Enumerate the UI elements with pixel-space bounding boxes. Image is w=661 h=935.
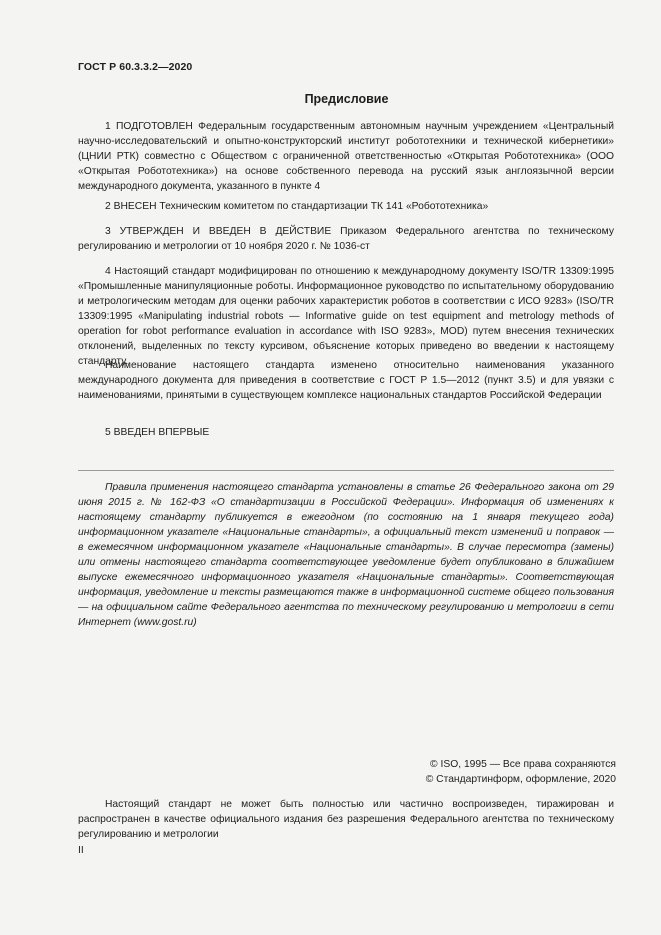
- paragraph-introduced: 5 ВВЕДЕН ВПЕРВЫЕ: [105, 427, 210, 438]
- document-header: ГОСТ Р 60.3.3.2—2020: [78, 61, 193, 73]
- reproduction-notice: Настоящий стандарт не может быть полностью или частично воспроизведен, тиражирован и распространен в качестве официального издания без разрешения Федерального агентства по техническому регулированию и метрологии: [78, 799, 614, 840]
- copyright-iso: © ISO, 1995 — Все права сохраняются: [430, 759, 616, 770]
- copyright-standartinform: © Стандартинформ, оформление, 2020: [425, 774, 616, 785]
- paragraph-submitted: 2 ВНЕСЕН Техническим комитетом по стандартизации ТК 141 «Робототехника»: [105, 201, 489, 212]
- page-title: Предисловие: [304, 92, 389, 106]
- section-divider: [78, 470, 614, 471]
- paragraph-prepared: 1 ПОДГОТОВЛЕН Федеральным государственным автономным научным учреждением «Центральный научно-исследовательский и опытно-конструкторский институт робототехники и технической кибернетики» (ЦНИИ РТК) совместно с Обществом с ограниченной ответственностью «Открытая Робототехника» (ООО «Открытая Робототехника») на основе собственного перевода на русский язык англоязычной версии международного документа, указанного в пункте 4: [78, 121, 614, 192]
- paragraph-modified: 4 Настоящий стандарт модифицирован по отношению к международному документу ISO/TR 13309:1995 «Промышленные манипуляционные роботы. Информационное руководство по испытательному оборудованию и метрологическим методам для оценки рабочих характеристик роботов в соответствии с ИСО 9283» (ISO/TR 13309:1995 «Manipulating industrial robots — Informative guide on test equipment and metrology methods of operation for robot performance evaluation in accordance with ISO 9283», MOD) путем внесения технических отклонений, выделенных по тексту курсивом, объяснение которых приведено во введении к настоящему стандарту.: [78, 266, 614, 367]
- paragraph-approved: 3 УТВЕРЖДЕН И ВВЕДЕН В ДЕЙСТВИЕ Приказом Федерального агентства по техническому регулированию и метрологии от 10 ноября 2020 г. № 1036-ст: [78, 226, 614, 252]
- paragraph-application-rules: Правила применения настоящего стандарта установлены в статье 26 Федерального закона от 29 июня 2015 г. № 162-ФЗ «О стандартизации в Российской Федерации». Информация об изменениях к настоящему стандарту публикуется в ежегодном (по состоянию на 1 января текущего года) информационном указателе «Национальные стандарты», а официальный текст изменений и поправок — в ежемесячном информационном указателе «Национальные стандарты». В случае пересмотра (замены) или отмены настоящего стандарта соответствующее уведомление будет опубликовано в ближайшем выпуске ежемесячного информационного указателя «Национальные стандарты». Соответствующая информация, уведомление и тексты размещаются также в информационной системе общего пользования — на официальном сайте Федерального агентства по техническому регулированию и метрологии в сети Интернет (www.gost.ru): [78, 482, 614, 628]
- paragraph-name-change: Наименование настоящего стандарта изменено относительно наименования указанного международного документа для приведения в соответствие с ГОСТ Р 1.5—2012 (пункт 3.5) и для увязки с наименованиями, принятыми в существующем комплексе национальных стандартов Российской Федерации: [78, 360, 614, 401]
- page-number: II: [78, 845, 84, 856]
